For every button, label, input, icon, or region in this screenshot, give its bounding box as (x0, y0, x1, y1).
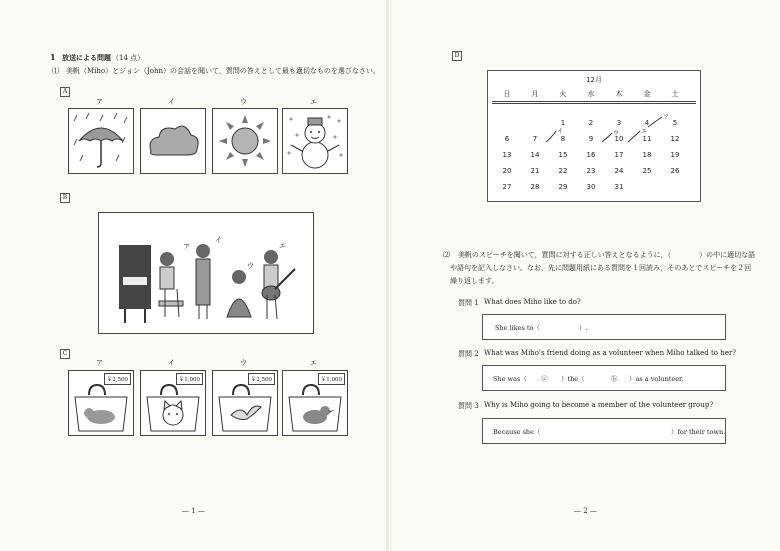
calendar-divider (492, 101, 696, 104)
page-number-left: — 1 — (182, 507, 205, 515)
price-tag: ￥2,500 (248, 373, 275, 385)
calendar-day: 27 (502, 183, 512, 191)
marker-u: ウ (613, 130, 620, 137)
calendar-day: 8 (560, 135, 566, 143)
calendar-day: 15 (558, 151, 568, 159)
marker-e: エ (641, 128, 648, 135)
section-number: 1 (50, 52, 56, 62)
answer-2-prefix: She was（ (493, 375, 527, 383)
bag-bird (212, 370, 278, 436)
price-tag: ￥2,500 (104, 373, 131, 385)
snowman-picture (282, 108, 348, 174)
calendar-day: 20 (502, 167, 512, 175)
q2-instruction-line1: 美帆のスピーチを聞いて，質問に対する正しい答えとなるように，（ ）の中に適切な語 (458, 251, 756, 259)
label-d: D (452, 51, 462, 61)
choice-c-2: イ (168, 359, 175, 367)
answer-2-blank-b: ⓑ (611, 375, 618, 383)
calendar-day: 28 (530, 183, 540, 191)
choice-a-1: ア (96, 98, 103, 106)
cat-bag-icon (69, 371, 133, 435)
weekday-fri: 金 (643, 90, 651, 98)
calendar-day: 31 (614, 183, 624, 191)
calendar-day: 18 (642, 151, 652, 159)
calendar-day: 26 (670, 167, 680, 175)
left-page (0, 0, 388, 551)
answer-3-suffix: ）for their town. (671, 428, 726, 436)
calendar-month: 12月 (586, 76, 602, 84)
page-number-right: — 2 — (574, 507, 597, 515)
band-label-4: エ (279, 242, 286, 250)
calendar-day: 17 (614, 151, 624, 159)
band-illustration (99, 213, 313, 333)
answer-box-1[interactable] (482, 314, 726, 340)
calendar-day: 5 (672, 119, 678, 127)
calendar-day: 24 (614, 167, 624, 175)
q2-instruction-line2: や語句を記入しなさい。なお，先に問題用紙にある質問を１回読み，そのあとでスピーチを２回 (450, 264, 752, 272)
weekday-thu: 木 (615, 90, 623, 98)
answer-box-3[interactable] (482, 418, 726, 444)
calendar-day: 21 (530, 167, 540, 175)
sun-picture (212, 108, 278, 174)
weekday-tue: 火 (559, 90, 567, 98)
answer-1-suffix: ）. (579, 324, 588, 332)
calendar-day: 4 (644, 119, 650, 127)
label-c: C (60, 349, 70, 359)
answer-2-mid: ）the（ (561, 375, 585, 383)
label-a: A (60, 87, 70, 97)
answer-2-suffix: ）as a volunteer. (629, 375, 684, 383)
rain-picture (68, 108, 134, 174)
calendar-day: 6 (504, 135, 510, 143)
section-title: 放送による問題 (62, 53, 111, 62)
umbrella-icon (69, 109, 133, 173)
bag-bird-dark (282, 370, 348, 436)
calendar-day: 10 (614, 135, 624, 143)
bag-cat (68, 370, 134, 436)
calendar-day: 7 (532, 135, 538, 143)
weekday-sat: 土 (671, 90, 679, 98)
choice-c-1: ア (96, 359, 103, 367)
choice-c-3: ウ (240, 359, 247, 367)
question-1-text: What does Miho like to do? (484, 298, 581, 306)
q1-number: ⑴ (52, 67, 59, 75)
calendar-day: 19 (670, 151, 680, 159)
choice-a-3: ウ (240, 98, 247, 106)
calendar-day: 23 (586, 167, 596, 175)
calendar-day: 12 (670, 135, 680, 143)
choice-a-2: イ (168, 98, 175, 106)
choice-c-4: エ (310, 359, 317, 367)
snowman-icon (283, 109, 347, 173)
answer-box-2[interactable] (482, 365, 726, 391)
q2-number: ⑵ (443, 251, 450, 259)
choice-a-4: エ (310, 98, 317, 106)
bird-bag-icon (213, 371, 277, 435)
bird-dark-bag-icon (283, 371, 347, 435)
weekday-sun: 日 (503, 90, 511, 98)
calendar-day: 14 (530, 151, 540, 159)
calendar-day: 30 (586, 183, 596, 191)
weekday-wed: 水 (587, 90, 595, 98)
marker-i: イ (557, 128, 564, 135)
marker-a: ア (663, 114, 670, 121)
answer-3-prefix: Because she（ (493, 428, 541, 436)
answer-2-blank-a: ⓐ (541, 375, 548, 383)
band-picture (98, 212, 314, 334)
label-b: B (60, 193, 70, 203)
question-1-number: 質問 1 (458, 299, 479, 307)
question-2-number: 質問 2 (458, 350, 479, 358)
calendar-day: 1 (560, 119, 566, 127)
calendar-day: 29 (558, 183, 568, 191)
cloud-icon (141, 109, 205, 173)
calendar-day: 9 (588, 135, 594, 143)
weekday-mon: 月 (531, 90, 539, 98)
price-tag: ￥1,000 (176, 373, 203, 385)
section-points: （14 点） (112, 54, 145, 62)
december-calendar (487, 70, 701, 202)
question-3-number: 質問 3 (458, 402, 479, 410)
q2-instruction-line3: 繰り返します。 (450, 277, 499, 285)
q1-instruction: 美帆（Miho）とジョン（John）の会話を聞いて，質問の答えとして最も適切なものを選びなさい。 (66, 67, 380, 75)
calendar-day: 25 (642, 167, 652, 175)
price-tag: ￥1,000 (318, 373, 345, 385)
cat-face-bag-icon (141, 371, 205, 435)
sun-icon (213, 109, 277, 173)
bag-cat-face (140, 370, 206, 436)
calendar-day: 3 (616, 119, 622, 127)
calendar-day: 11 (642, 135, 652, 143)
calendar-day: 16 (586, 151, 596, 159)
band-label-3: ウ (247, 262, 254, 270)
calendar-day: 2 (588, 119, 594, 127)
calendar-day: 13 (502, 151, 512, 159)
band-label-2: イ (215, 236, 222, 244)
question-2-text: What was Miho's friend doing as a volunteer when Miho talked to her? (484, 349, 736, 357)
question-3-text: Why is Miho going to become a member of the volunteer group? (484, 401, 714, 409)
answer-1-prefix: She likes to（ (495, 324, 540, 332)
calendar-day: 22 (558, 167, 568, 175)
cloud-picture (140, 108, 206, 174)
band-label-1: ア (183, 243, 190, 251)
